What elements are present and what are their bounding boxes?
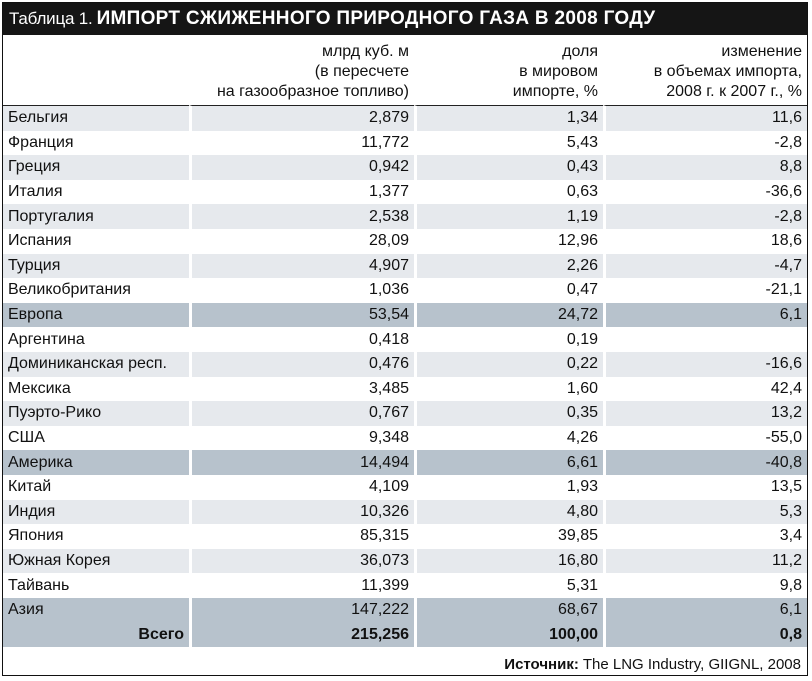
change-header-line: изменение xyxy=(721,43,802,60)
share-cell: 16,80 xyxy=(414,549,603,574)
change-cell xyxy=(603,327,807,352)
country-cell: Азия xyxy=(3,598,189,623)
table-row xyxy=(3,426,807,451)
country-cell: Мексика xyxy=(8,379,71,397)
country-cell: Доминиканская респ. xyxy=(3,352,189,377)
share-cell: 0,43 xyxy=(414,155,603,180)
country-cell: Тайвань xyxy=(8,576,70,594)
country-cell: Португалия xyxy=(3,204,189,229)
share-cell: 0,35 xyxy=(414,401,603,426)
volume-cell: 0,942 xyxy=(189,155,414,180)
table-row xyxy=(3,278,807,303)
country-cell: Китай xyxy=(8,478,52,496)
country-cell: США xyxy=(8,429,45,447)
share-header-line: доля xyxy=(562,43,598,60)
volume-cell: 11,772 xyxy=(189,131,414,156)
country-cell: Америка xyxy=(3,450,189,475)
table-row xyxy=(3,377,807,402)
table-number: Таблица 1. xyxy=(9,9,93,28)
country-cell: Южная Корея xyxy=(3,549,189,574)
table-row xyxy=(3,475,807,500)
table-body xyxy=(3,106,807,647)
country-cell: Бельгия xyxy=(3,106,189,131)
change-cell: 3,4 xyxy=(603,524,807,549)
table-row xyxy=(3,549,807,574)
table-frame xyxy=(2,2,808,676)
region-subtotal-row xyxy=(3,598,807,623)
volume-column-header xyxy=(189,35,414,106)
table-row xyxy=(3,204,807,229)
volume-cell: 9,348 xyxy=(189,426,414,451)
table-row xyxy=(3,500,807,525)
source-label: Источник: xyxy=(504,655,579,673)
share-cell: 0,47 xyxy=(414,278,603,303)
change-cell: 11,6 xyxy=(603,106,807,131)
share-cell: 39,85 xyxy=(414,524,603,549)
total-row xyxy=(3,622,807,647)
share-cell: 2,26 xyxy=(414,254,603,279)
change-cell: 0,8 xyxy=(603,622,807,647)
table-row xyxy=(3,131,807,156)
volume-cell: 53,54 xyxy=(189,303,414,328)
volume-cell: 0,418 xyxy=(189,327,414,352)
share-cell: 1,93 xyxy=(414,475,603,500)
volume-cell: 1,377 xyxy=(189,180,414,205)
table-row xyxy=(3,229,807,254)
change-cell: 6,1 xyxy=(603,598,807,623)
share-cell: 6,61 xyxy=(414,450,603,475)
share-header-line: в мировом xyxy=(519,63,598,80)
share-cell: 5,43 xyxy=(414,131,603,156)
share-cell: 24,72 xyxy=(414,303,603,328)
country-cell: Европа xyxy=(3,303,189,328)
share-cell: 100,00 xyxy=(414,622,603,647)
change-cell: 11,2 xyxy=(603,549,807,574)
share-header-line: импорте, % xyxy=(512,83,598,100)
region-subtotal-row xyxy=(3,303,807,328)
volume-header-line: на газообразное топливо) xyxy=(216,83,409,100)
region-subtotal-row xyxy=(3,450,807,475)
volume-cell: 147,222 xyxy=(189,598,414,623)
share-cell: 0,19 xyxy=(414,327,603,352)
change-cell: -21,1 xyxy=(603,278,807,303)
volume-cell: 3,485 xyxy=(189,377,414,402)
change-cell: 13,5 xyxy=(603,475,807,500)
country-cell: Индия xyxy=(3,500,189,525)
share-cell: 4,80 xyxy=(414,500,603,525)
volume-cell: 11,399 xyxy=(189,573,414,598)
country-cell: Пуэрто-Рико xyxy=(3,401,189,426)
change-cell: 5,3 xyxy=(603,500,807,525)
source-text: The LNG Industry, GIIGNL, 2008 xyxy=(582,655,801,673)
volume-cell: 28,09 xyxy=(189,229,414,254)
country-column-header xyxy=(3,35,189,106)
change-cell: 9,8 xyxy=(603,573,807,598)
share-column-header xyxy=(414,35,603,106)
lng-import-table xyxy=(3,35,807,647)
volume-cell: 215,256 xyxy=(189,622,414,647)
share-cell: 4,26 xyxy=(414,426,603,451)
share-cell: 0,22 xyxy=(414,352,603,377)
share-cell: 1,34 xyxy=(414,106,603,131)
country-cell: Турция xyxy=(3,254,189,279)
volume-cell: 14,494 xyxy=(189,450,414,475)
volume-cell: 4,907 xyxy=(189,254,414,279)
volume-cell: 85,315 xyxy=(189,524,414,549)
volume-cell: 2,538 xyxy=(189,204,414,229)
volume-header-line: (в пересчете xyxy=(314,63,409,80)
change-cell: -36,6 xyxy=(603,180,807,205)
country-cell: Всего xyxy=(3,622,189,647)
change-cell: -2,8 xyxy=(603,131,807,156)
volume-cell: 0,767 xyxy=(189,401,414,426)
volume-cell: 2,879 xyxy=(189,106,414,131)
change-cell: 13,2 xyxy=(603,401,807,426)
country-cell: Япония xyxy=(8,527,64,545)
table-row xyxy=(3,254,807,279)
volume-cell: 36,073 xyxy=(189,549,414,574)
change-cell: 18,6 xyxy=(603,229,807,254)
change-cell: -40,8 xyxy=(603,450,807,475)
share-cell: 68,67 xyxy=(414,598,603,623)
share-cell: 0,63 xyxy=(414,180,603,205)
table-row xyxy=(3,352,807,377)
table-row xyxy=(3,573,807,598)
change-cell: 8,8 xyxy=(603,155,807,180)
change-header-line: в объемах импорта, xyxy=(653,63,802,80)
share-cell: 1,60 xyxy=(414,377,603,402)
change-cell: -55,0 xyxy=(603,426,807,451)
country-cell: Испания xyxy=(8,232,72,250)
table-row xyxy=(3,401,807,426)
share-cell: 5,31 xyxy=(414,573,603,598)
share-cell: 1,19 xyxy=(414,204,603,229)
volume-cell: 4,109 xyxy=(189,475,414,500)
table-title: ИМПОРТ СЖИЖЕННОГО ПРИРОДНОГО ГАЗА В 2008 ГОДУ xyxy=(96,8,656,29)
change-cell: -4,7 xyxy=(603,254,807,279)
table-row xyxy=(3,327,807,352)
table-row xyxy=(3,106,807,131)
change-cell: 6,1 xyxy=(603,303,807,328)
country-cell: Великобритания xyxy=(8,281,131,299)
header-row xyxy=(3,35,807,106)
change-cell: 42,4 xyxy=(603,377,807,402)
table-title-bar xyxy=(3,3,807,35)
country-cell: Греция xyxy=(3,155,189,180)
volume-cell: 10,326 xyxy=(189,500,414,525)
country-cell: Италия xyxy=(8,183,63,201)
volume-header-line: млрд куб. м xyxy=(321,43,409,60)
share-cell: 12,96 xyxy=(414,229,603,254)
change-column-header xyxy=(603,35,807,106)
table-row xyxy=(3,155,807,180)
volume-cell: 1,036 xyxy=(189,278,414,303)
volume-cell: 0,476 xyxy=(189,352,414,377)
table-row xyxy=(3,180,807,205)
source-note xyxy=(3,647,807,681)
change-header-line: 2008 г. к 2007 г., % xyxy=(666,83,802,100)
change-cell: -16,6 xyxy=(603,352,807,377)
country-cell: Франция xyxy=(8,133,74,151)
change-cell: -2,8 xyxy=(603,204,807,229)
table-row xyxy=(3,524,807,549)
country-cell: Аргентина xyxy=(8,330,85,348)
